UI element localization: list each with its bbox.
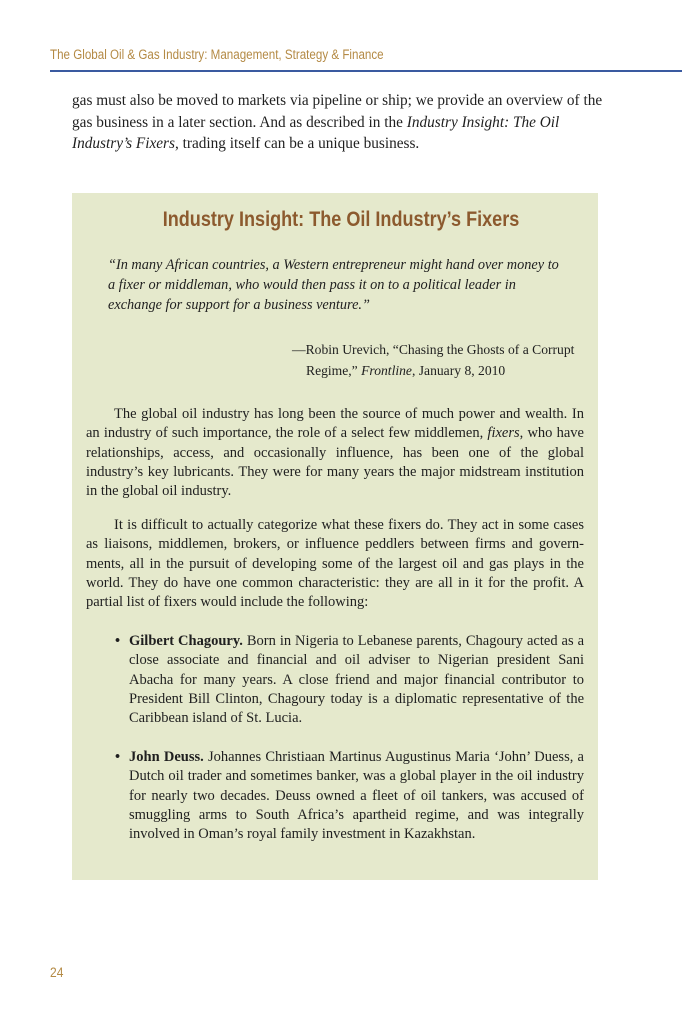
page-number: 24	[50, 964, 64, 980]
paragraph-1-italic: fixers	[487, 425, 520, 442]
header-rule	[50, 70, 682, 72]
bullet-text: Born in Nigeria to Lebanese parents, Chagoury acted as a close associate and financial and oil adviser to Nigerian president Sani Abacha for many years. A close friend and major financial contributor to President Bill Clinton, Chagoury today is a diplomatic representative of the Caribbean island of St. Lucia.	[129, 633, 585, 727]
intro-italic-reference: Industry Insight: The Oil Industry’s Fixers	[72, 113, 560, 152]
paragraph-1-text-b: , who have relationships, access, and occasionally influence, has been one of the global industry’s key lubricants. They were for many years the major midstream institution in the global oil industry.	[86, 425, 584, 500]
bullet-marker: •	[115, 633, 121, 649]
paragraph-1-text-a: The global oil industry has long been the source of much power and wealth. In an industry of such importance, the role of a select few middlemen,	[86, 406, 584, 442]
list-item	[86, 748, 584, 844]
intro-paragraph	[72, 90, 612, 155]
sidebar-title: Industry Insight: The Oil Industry’s Fixers	[162, 208, 520, 231]
attribution-source: Frontline	[361, 363, 412, 378]
bullet-marker: •	[115, 749, 121, 765]
intro-text-2: , trading itself can be a unique business.	[174, 135, 420, 152]
attribution-text: —Robin Urevich, “Chasing the Ghosts of a Corrupt Regime,”	[292, 342, 575, 378]
intro-text-1: gas must also be moved to markets via pipeline or ship; we provide an overview of the gas business in a later section. And as described in the	[72, 92, 603, 131]
sidebar-paragraph-2: It is difficult to actually categorize what these fixers do. They act in some cases as liaisons, middlemen, brokers, or influence peddlers between firms and govern-ments, all in the pursuit of developing some of the largest oil and gas plays in the world. They do have one common characteristic: they are all in it for the profit. A partial list of fixers would include the following:	[86, 517, 584, 611]
list-item	[86, 632, 584, 728]
industry-insight-sidebar	[72, 193, 598, 880]
bullet-name: Gilbert Chagoury.	[129, 633, 243, 649]
sidebar-quote: “In many African countries, a Western entrepreneur might hand over money to a fixer or middleman, who would then pass it on to a political leader in exchange for support for a business venture.”	[108, 257, 559, 313]
bullet-name: John Deuss.	[129, 749, 204, 765]
attribution-date: , January 8, 2010	[411, 363, 506, 378]
bullet-text: Johannes Christiaan Martinus Augustinus Maria ‘John’ Duess, a Dutch oil trader and sometimes banker, was a global player in the oil industry for nearly two decades. Deuss owned a fleet of oil tankers, was accused of smuggling arms to South Africa’s apartheid regime, and was integrally involved in Oman’s royal family investment in Kazakhstan.	[129, 749, 584, 843]
sidebar-paragraph-1	[86, 405, 584, 501]
quote-attribution	[292, 339, 606, 381]
running-head: The Global Oil & Gas Industry: Management, Strategy & Finance	[50, 47, 384, 62]
